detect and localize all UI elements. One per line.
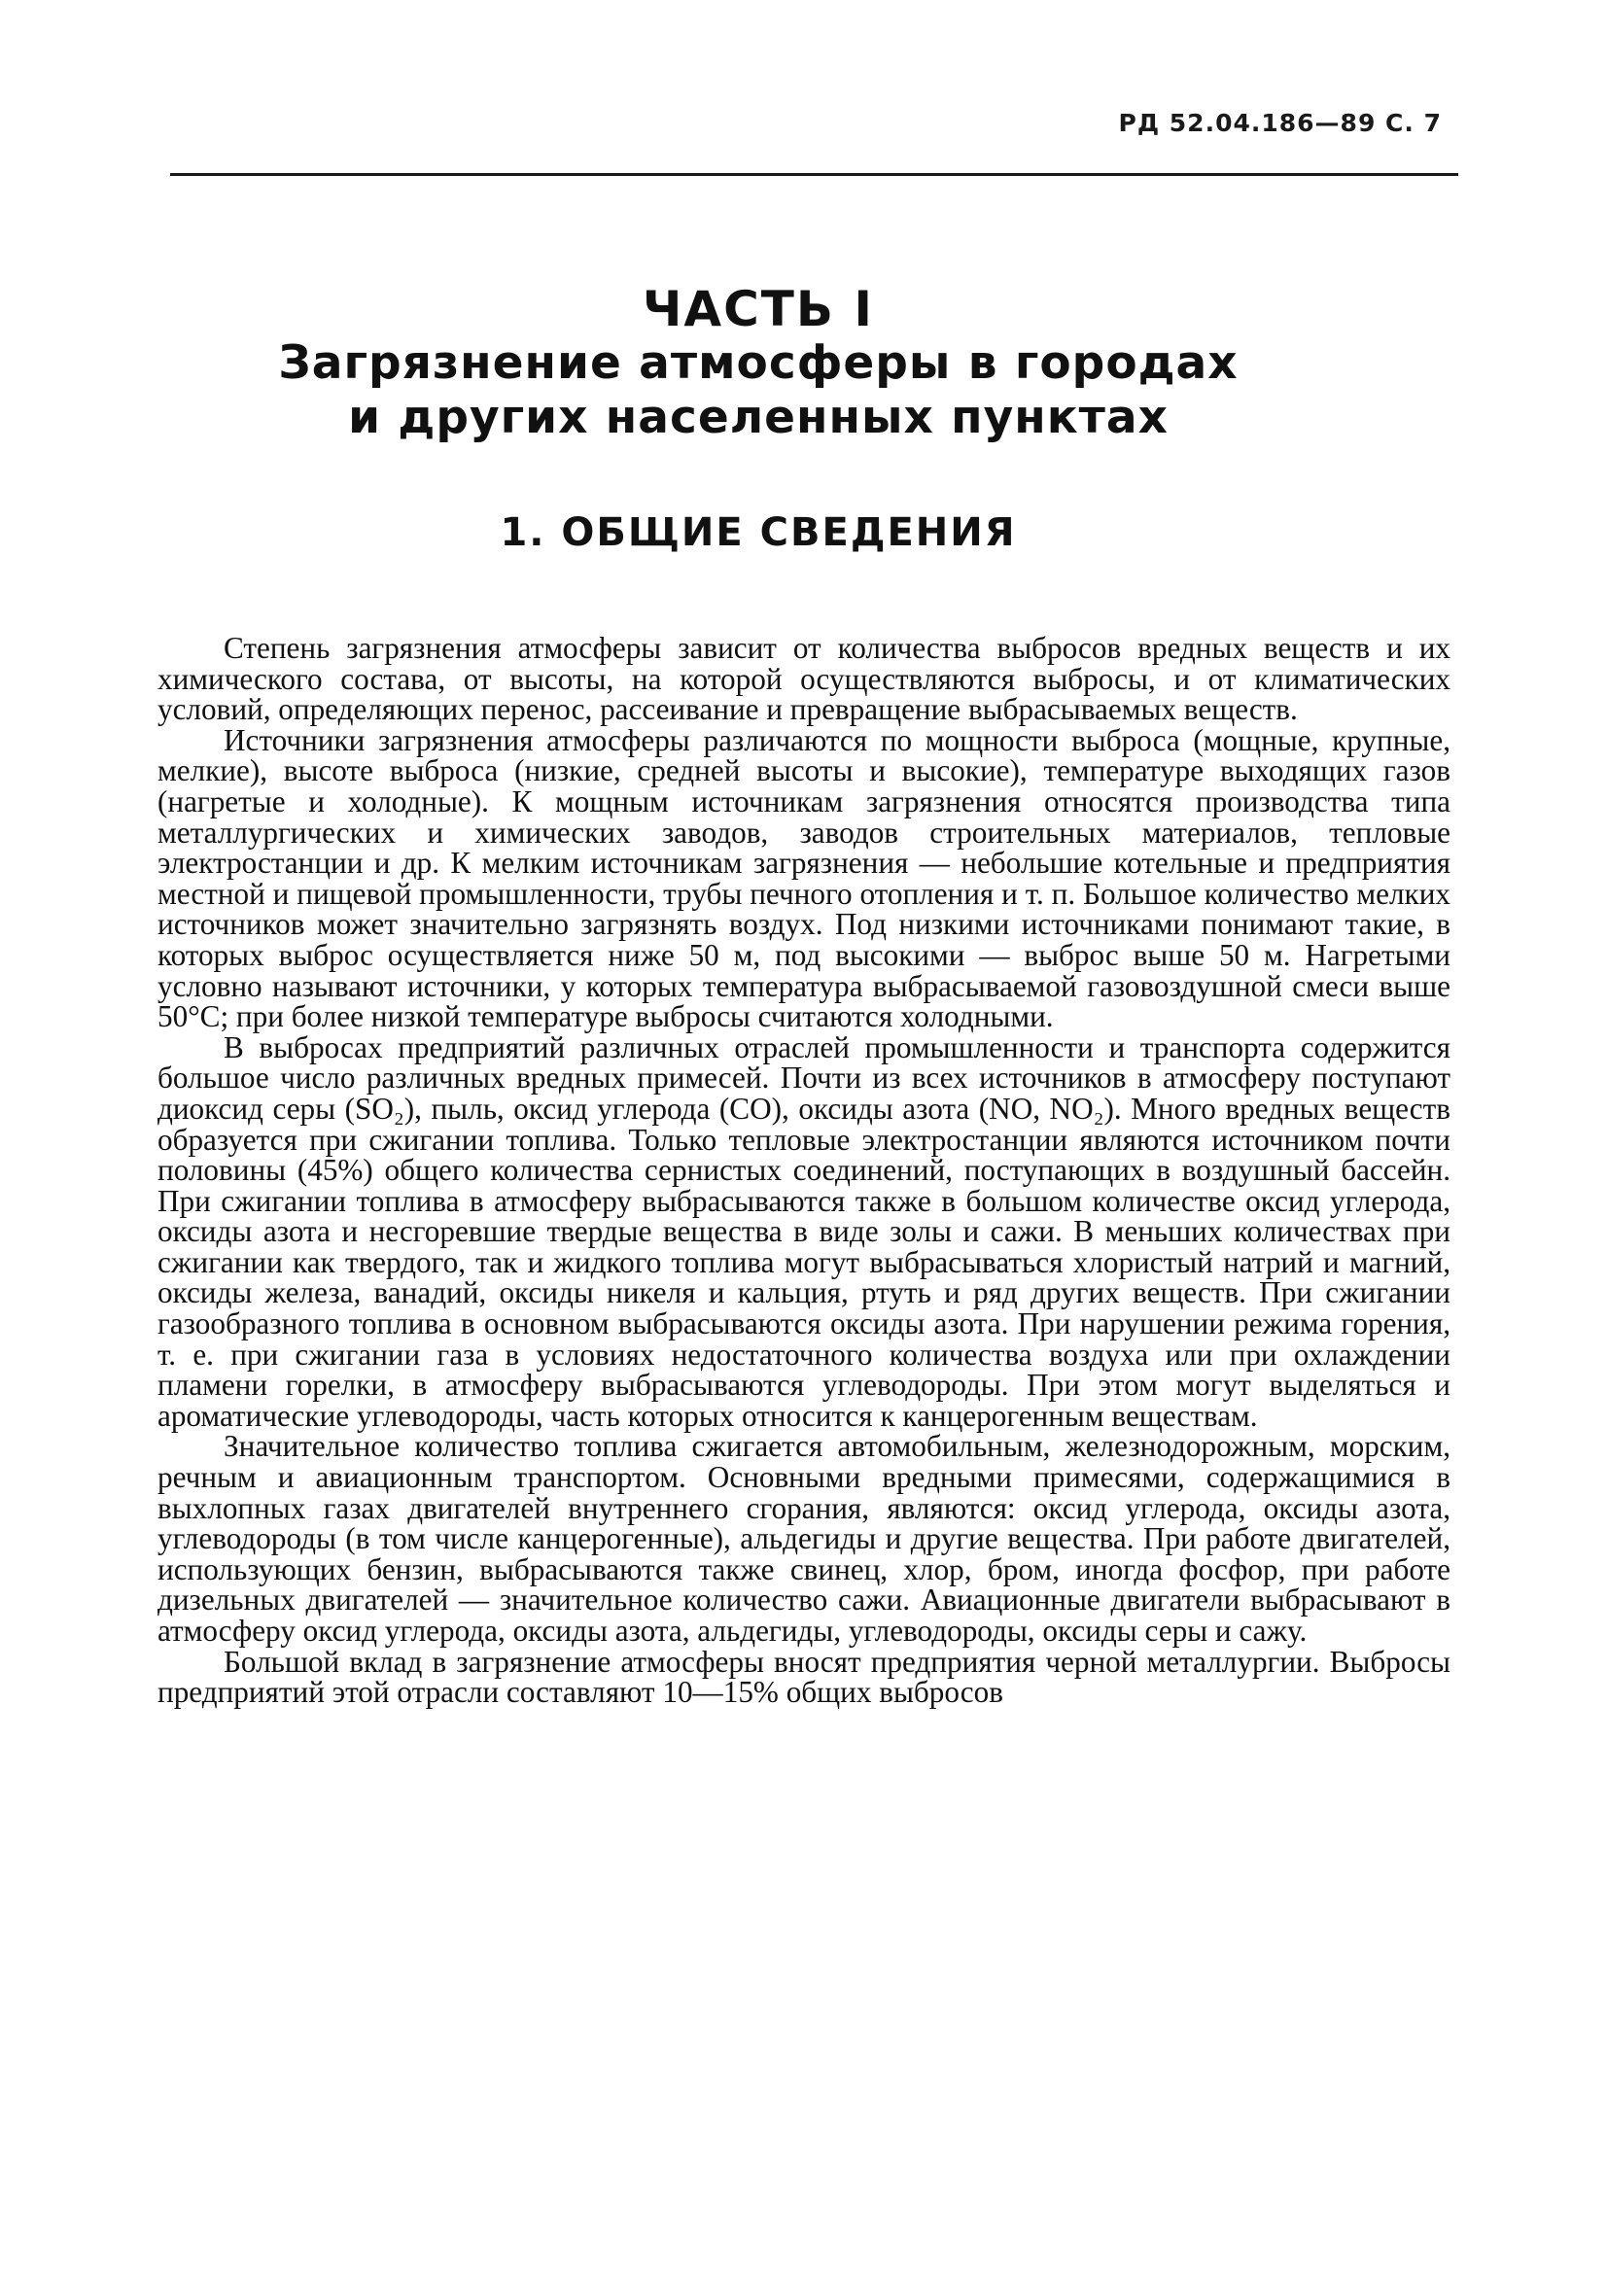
running-header: РД 52.04.186—89 С. 7 — [1118, 109, 1442, 137]
header-rule — [170, 173, 1458, 176]
section-heading: 1. ОБЩИЕ СВЕДЕНИЯ — [500, 510, 1017, 555]
part-title-line-1: Загрязнение атмосферы в городах — [278, 336, 1239, 390]
paragraph: Большой вклад в загрязнение атмосферы вносят предприятия черной металлургии. Выбросы предприятий этой отрасли составляют 10—15% общих выбросов — [157, 1644, 1450, 1710]
paragraph: Источники загрязнения атмосферы различаются по мощности выброса (мощные, крупные, мелкие), высоте выброса (низкие, средней высоты и высокие), температуре выходящих газов (нагретые и холодные). К мощным источникам загрязнения относятся производства типа металлургических и химических заводов, заводов строительных материалов, тепловые электростанции и др. К мелким источникам загрязнения — небольшие котельные и предприятия местной и пищевой промышленности, трубы печного отопления и т. п. Большое количество мелких источников может значительно загрязнять воздух. Под низкими источниками понимают такие, в которых выброс осуществляется ниже 50 м, под высокими — выброс выше 50 м. Нагретыми условно называют источники, у которых температура выбрасываемой газовоздушной смеси выше 50°С; при более низкой температуре выбросы считаются холодными. — [157, 722, 1450, 1034]
part-label: ЧАСТЬ I — [642, 281, 875, 337]
part-title-line-2: и других населенных пунктах — [348, 391, 1169, 444]
paragraph: В выбросах предприятий различных отраслей промышленности и транспорта содержится большое число различных вредных примесей. Почти из всех источников в атмосферу поступают диоксид серы (SO₂), пыль, оксид углерода (СО), оксиды азота (NO, NO₂). Много вредных веществ образуется при сжигании топлива. Только тепловые электростанции являются источником почти половины (45%) общего количества сернистых соединений, поступающих в воздушный бассейн. При сжигании топлива в атмосферу выбрасываются также в большом количестве оксид углерода, оксиды азота и несгоревшие твердые вещества в виде золы и сажи. В меньших количествах при сжигании как твердого, так и жидкого топлива могут выбрасываться хлористый натрий и магний, оксиды железа, ванадий, оксиды никеля и кальция, ртуть и ряд других веществ. При сжигании газообразного топлива в основном выбрасываются оксиды азота. При нарушении режима горения, т. е. при сжигании газа в условиях недостаточного количества воздуха или при охлаждении пламени горелки, в атмосферу выбрасываются углеводороды. При этом могут выделяться и ароматические углеводороды, часть которых относится к канцерогенным веществам. — [157, 1029, 1450, 1433]
paragraph: Степень загрязнения атмосферы зависит от количества выбросов вредных веществ и их химического состава, от высоты, на которой осуществляются выбросы, и от климатических условий, определяющих перенос, рассеивание и превращение выбрасываемых веществ. — [157, 631, 1450, 727]
part-title — [0, 282, 1517, 445]
paragraph: Значительное количество топлива сжигается автомобильным, железнодорожным, морским, речным и авиационным транспортом. Основными вредными примесями, содержащимися в выхлопных газах двигателей внутреннего сгорания, являются: оксид углерода, оксиды азота, углеводороды (в том числе канцерогенные), альдегиды и другие вещества. При работе двигателей, использующих бензин, выбрасываются также свинец, хлор, бром, иногда фосфор, при работе дизельных двигателей — значительное количество сажи. Авиационные двигатели выбрасывают в атмосферу оксид углерода, оксиды азота, альдегиды, углеводороды, оксиды серы и сажу. — [157, 1429, 1450, 1648]
body-text — [157, 633, 1450, 1708]
